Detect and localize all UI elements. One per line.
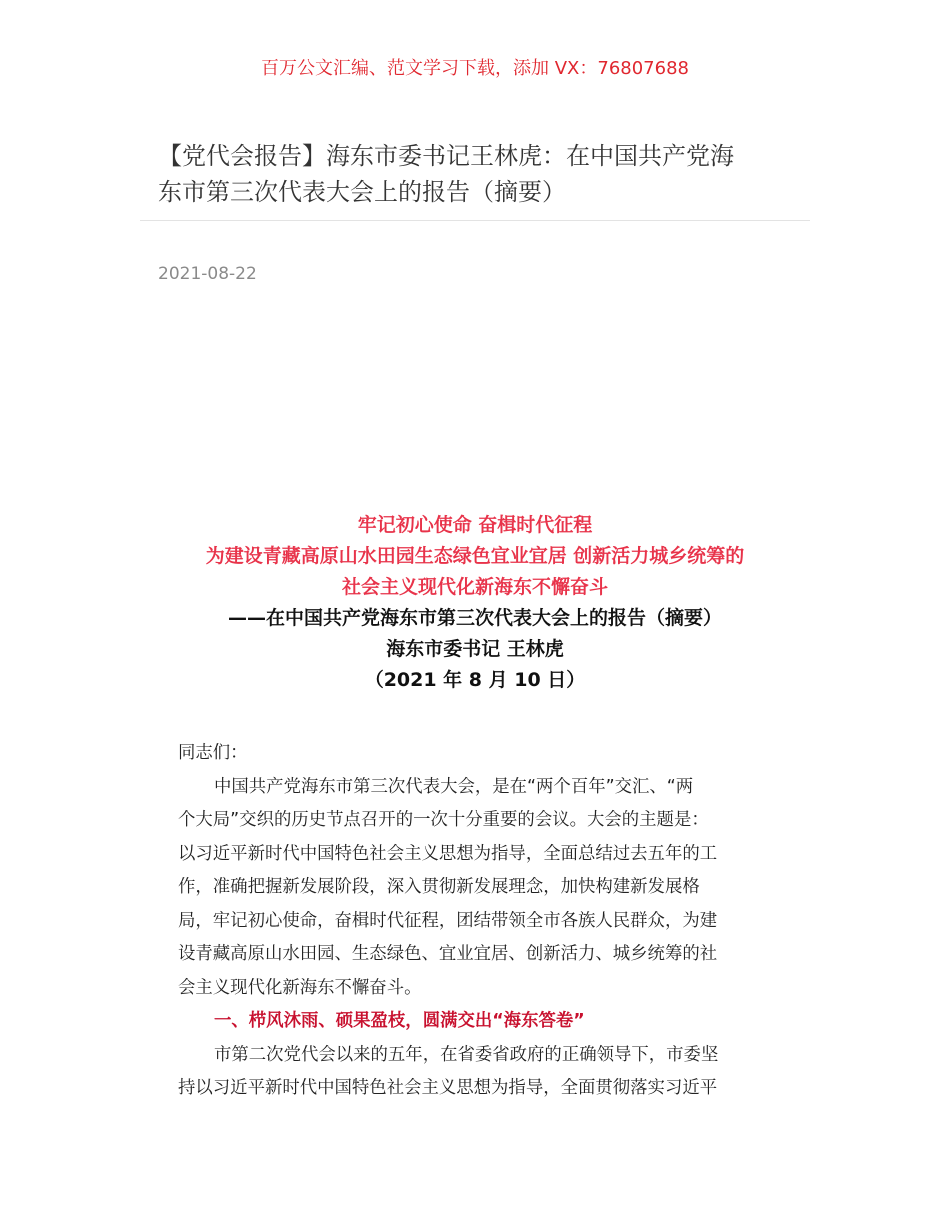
paragraph-line: 市第二次党代会以来的五年，在省委省政府的正确领导下，市委坚 — [214, 1044, 719, 1065]
publish-date: 2021-08-22 — [158, 264, 257, 284]
paragraph-line: 会主义现代化新海东不懈奋斗。 — [178, 977, 422, 998]
paragraph-line: 个大局”交织的历史节点召开的一次十分重要的会议。大会的主题是： — [178, 810, 709, 830]
headline-line: 社会主义现代化新海东不懈奋斗 — [341, 576, 608, 598]
article-title-line: 【党代会报告】海东市委书记王林虎：在中国共产党海 — [158, 142, 734, 170]
headline-subtitle: ——在中国共产党海东市第三次代表大会上的报告（摘要） — [227, 607, 722, 629]
headline-line: 为建设青藏高原山水田园生态绿色宜业宜居 创新活力城乡统筹的 — [205, 545, 745, 567]
headline-line: 牢记初心使命 奋楫时代征程 — [357, 514, 593, 536]
headline-date: （2021 年 8 月 10 日） — [364, 669, 586, 691]
title-divider — [140, 220, 810, 221]
section-heading: 一、栉风沐雨、硕果盈枝，圆满交出“海东答卷” — [214, 1011, 585, 1031]
paragraph-line: 持以习近平新时代中国特色社会主义思想为指导，全面贯彻落实习近平 — [178, 1078, 718, 1098]
paragraph-line: 局，牢记初心使命，奋楫时代征程，团结带领全市各族人民群众，为建 — [178, 910, 718, 931]
headline-author: 海东市委书记 王林虎 — [386, 638, 564, 660]
greeting: 同志们： — [178, 743, 248, 763]
article-title-line: 东市第三次代表大会上的报告（摘要） — [158, 178, 566, 206]
paragraph-line: 中国共产党海东市第三次代表大会，是在“两个百年”交汇、“两 — [214, 776, 694, 797]
paragraph-line: 设青藏高原山水田园、生态绿色、宜业宜居、创新活力、城乡统筹的社 — [178, 944, 718, 964]
paragraph-line: 以习近平新时代中国特色社会主义思想为指导，全面总结过去五年的工 — [178, 843, 718, 864]
download-watermark: 百万公文汇编、范文学习下载，添加 VX：76807688 — [261, 58, 689, 79]
report-headline — [0, 510, 950, 696]
paragraph-line: 作，准确把握新发展阶段，深入贯彻新发展理念，加快构建新发展格 — [178, 877, 700, 897]
article-title — [158, 138, 808, 210]
report-body — [178, 737, 758, 1106]
